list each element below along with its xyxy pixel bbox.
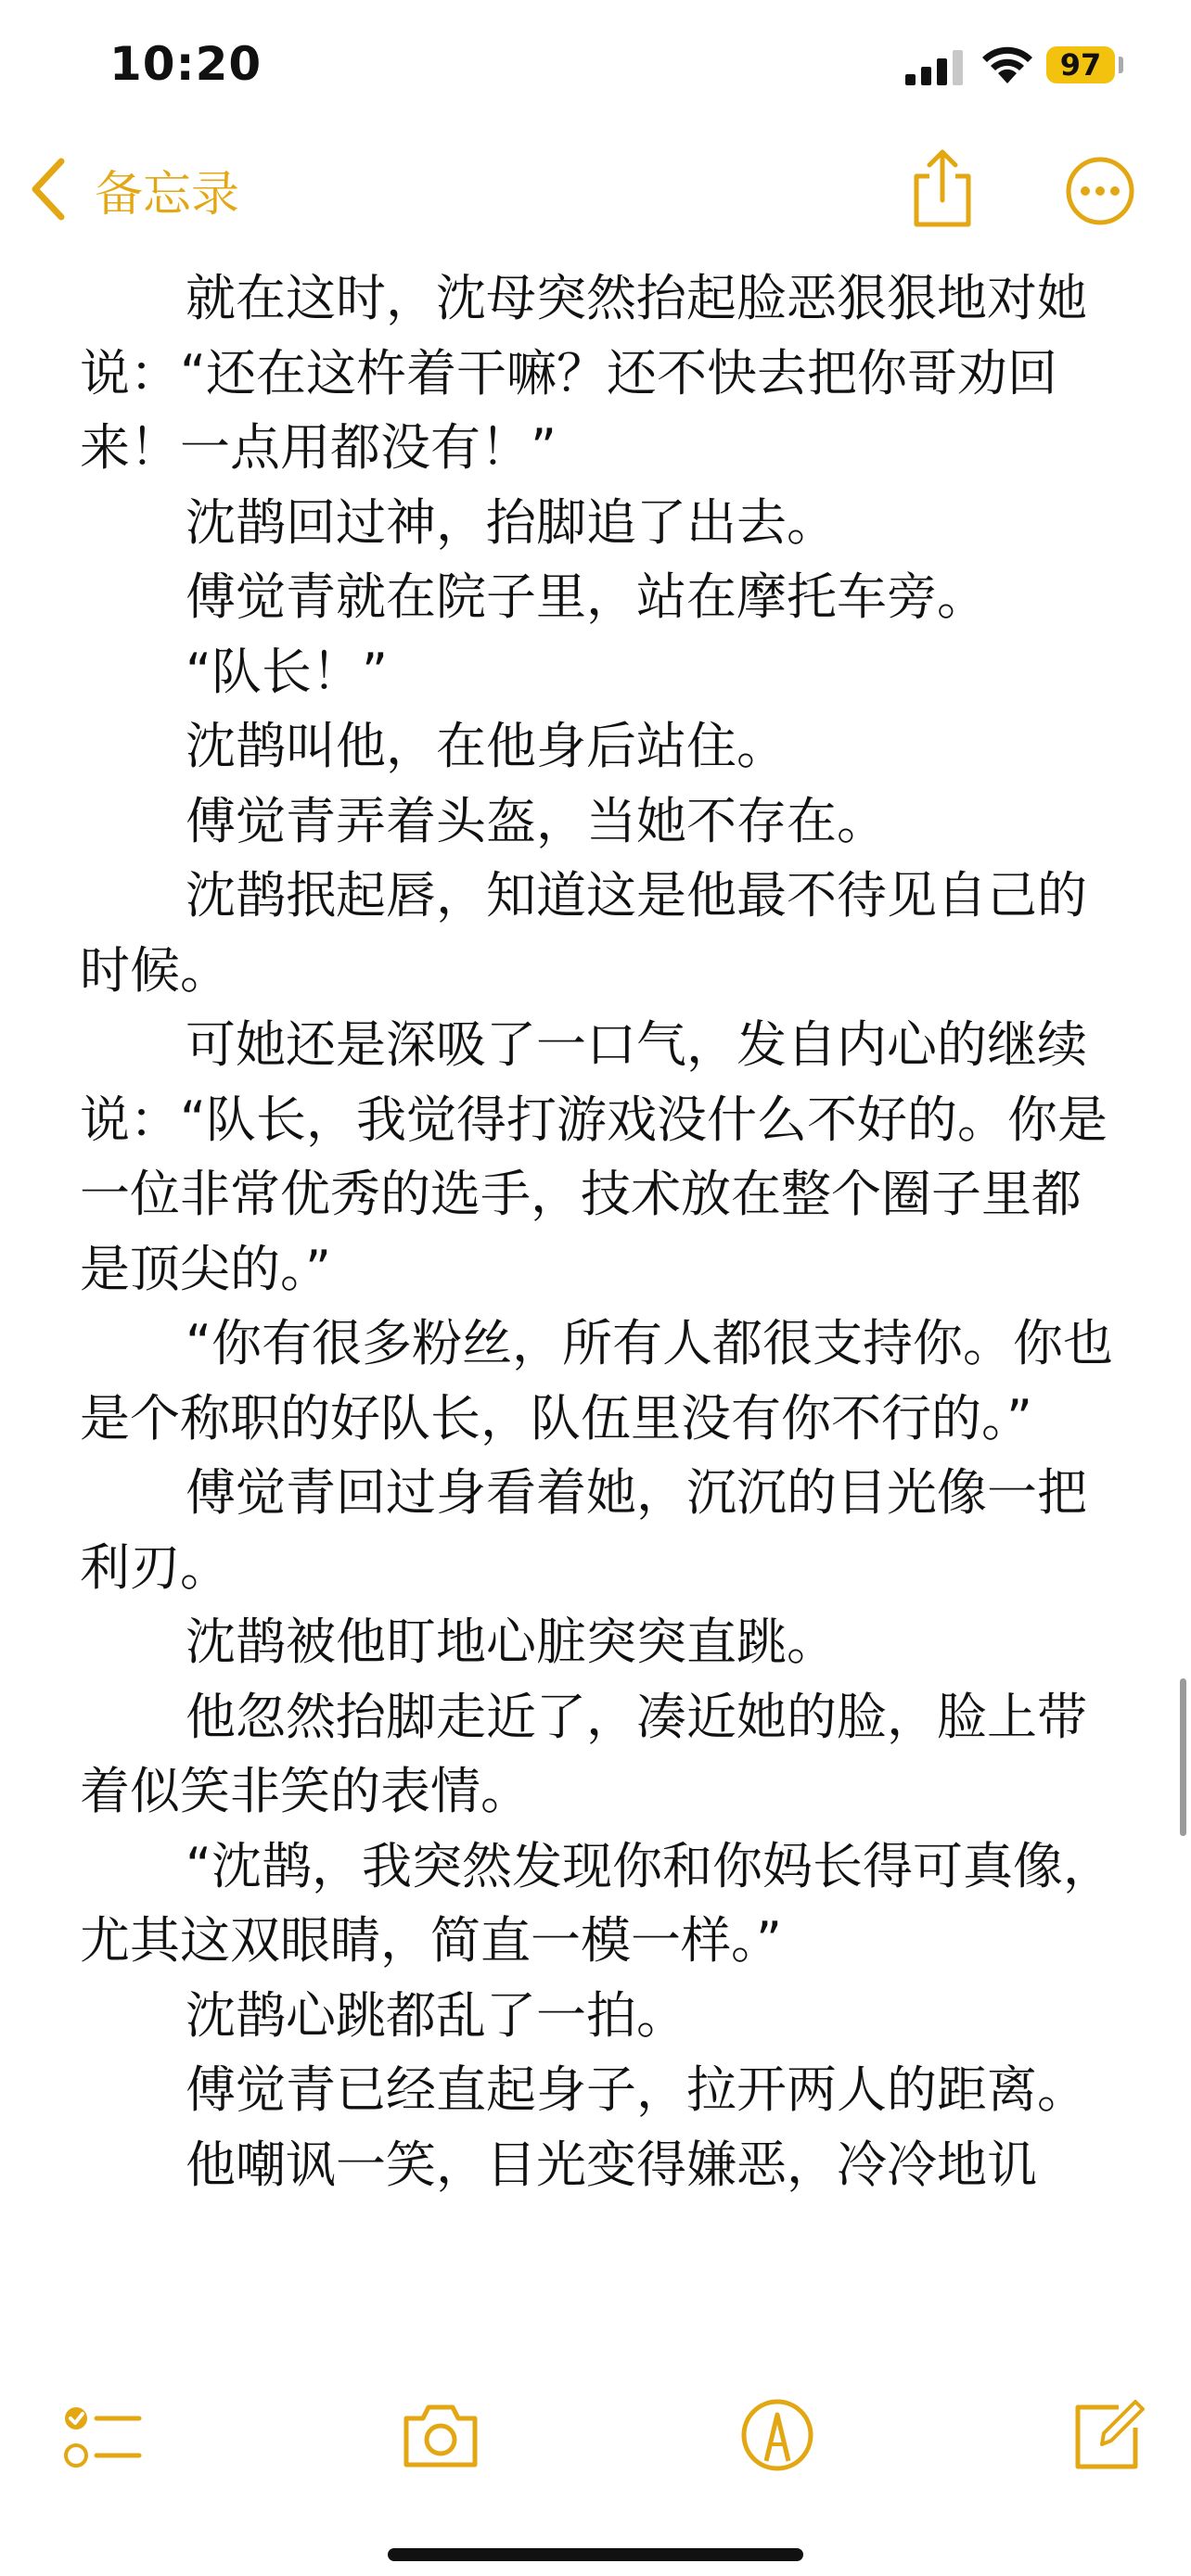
- note-paragraph: 就在这时，沈母突然抬起脸恶狠狠地对她说：“还在这杵着干嘛？还不快去把你哥劝回来！一点用都没有！”: [80, 269, 1087, 477]
- note-paragraph: 沈鹊被他盯地心脏突突直跳。: [186, 1613, 837, 1671]
- note-body[interactable]: [80, 261, 1119, 2368]
- note-paragraph: 沈鹊心跳都乱了一拍。: [186, 1985, 686, 2045]
- battery-cap: [1119, 57, 1123, 73]
- back-button-label: 备忘录: [95, 166, 240, 223]
- note-paragraph: 傅觉青已经直起身子，拉开两人的距离。: [186, 2060, 1087, 2119]
- note-paragraph: 傅觉青回过身看着她，沉沉的目光像一把利刃。: [80, 1463, 1087, 1597]
- status-time: 10:20: [109, 37, 263, 91]
- note-paragraph: “沈鹊，我突然发现你和你妈长得可真像，尤其这双眼睛，简直一模一样。”: [80, 1836, 1113, 1970]
- navigation-bar: [0, 139, 1191, 241]
- note-paragraph: 傅觉青弄着头盔，当她不存在。: [186, 791, 887, 850]
- markup-icon[interactable]: [738, 2396, 816, 2474]
- note-paragraph: 沈鹊回过神，抬脚追了出去。: [186, 492, 837, 552]
- wifi-icon: [980, 45, 1035, 85]
- compose-icon[interactable]: [1067, 2396, 1146, 2474]
- note-paragraph: “你有很多粉丝，所有人都很支持你。你也是个称职的好队长，队伍里没有你不行的。”: [80, 1314, 1113, 1447]
- battery-level: 97: [1059, 47, 1102, 83]
- more-icon[interactable]: [1065, 156, 1135, 226]
- note-paragraph: 可她还是深吸了一口气，发自内心的继续说：“队长，我觉得打游戏没什么不好的。你是一位非常优秀的选手，技术放在整个圈子里都是顶尖的。”: [80, 1015, 1108, 1298]
- back-button[interactable]: [30, 152, 239, 226]
- scroll-indicator[interactable]: [1180, 1678, 1186, 1836]
- bottom-toolbar: [0, 2374, 1191, 2494]
- checklist-icon[interactable]: [61, 2396, 145, 2474]
- cellular-signal-icon: [905, 48, 965, 85]
- note-paragraph: 傅觉青就在院子里，站在摩托车旁。: [186, 567, 987, 626]
- note-paragraph: 他忽然抬脚走近了，凑近她的脸，脸上带着似笑非笑的表情。: [80, 1687, 1087, 1820]
- note-paragraph: 沈鹊抿起唇，知道这是他最不待见自己的时候。: [80, 866, 1087, 1000]
- status-bar: [0, 0, 1191, 139]
- note-paragraph: “队长！”: [186, 642, 388, 701]
- share-icon[interactable]: [905, 147, 980, 230]
- home-indicator[interactable]: [388, 2548, 803, 2561]
- note-paragraph: 沈鹊叫他，在他身后站住。: [186, 717, 787, 775]
- camera-icon[interactable]: [399, 2396, 482, 2474]
- note-paragraph: 他嘲讽一笑，目光变得嫌恶，冷冷地讥: [186, 2135, 1037, 2194]
- chevron-left-icon: [30, 158, 67, 221]
- battery-indicator: [1046, 46, 1115, 83]
